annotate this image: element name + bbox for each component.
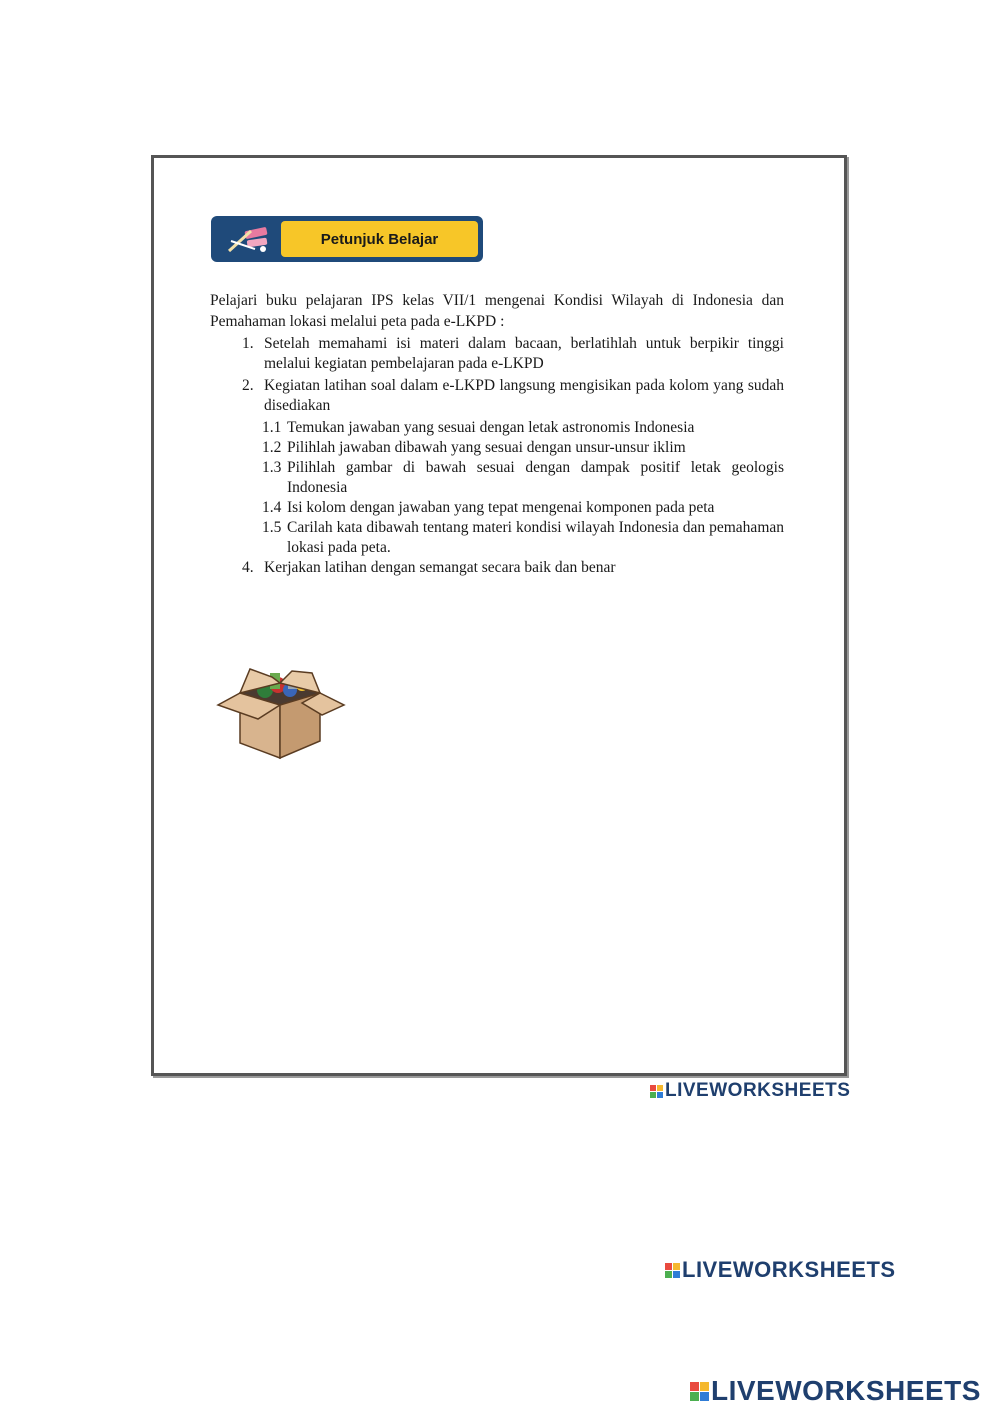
item-number: 4.: [242, 559, 254, 576]
sub-item-number: 1.3: [262, 459, 282, 476]
sub-item-text: Pilihlah gambar di bawah sesuai dengan dampak positif letak geologis Indonesia: [287, 459, 784, 496]
sub-item-text: Temukan jawaban yang sesuai dengan letak astronomis Indonesia: [287, 419, 695, 436]
logo-mark-icon: [690, 1382, 709, 1401]
sub-item-text: Isi kolom dengan jawaban yang tepat mengenai komponen pada peta: [287, 499, 715, 516]
item-number: 2.: [242, 377, 254, 394]
sub-item: [210, 418, 784, 438]
item-number: 1.: [242, 335, 254, 352]
toy-box-illustration: [210, 663, 350, 763]
watermark-logo: [665, 1257, 896, 1283]
watermark-logo: [690, 1375, 981, 1407]
watermark-text: LIVEWORKSHEETS: [665, 1080, 851, 1101]
sub-item-number: 1.2: [262, 439, 282, 456]
logo-mark-icon: [665, 1263, 680, 1278]
worksheet-frame: [151, 155, 847, 1076]
sub-item: [210, 458, 784, 498]
sub-item-number: 1.4: [262, 499, 282, 516]
list-item: [210, 334, 784, 374]
section-banner: [211, 216, 483, 262]
intro-paragraph: Pelajari buku pelajaran IPS kelas VII/1 mengenai Kondisi Wilayah di Indonesia dan Pemahaman lokasi melalui peta pada e-LKPD :: [210, 292, 784, 330]
item-text: Kegiatan latihan soal dalam e-LKPD langsung mengisikan pada kolom yang sudah disediakan: [264, 377, 784, 414]
watermark-text: LIVEWORKSHEETS: [711, 1375, 981, 1406]
list-item: [210, 376, 784, 416]
sub-item: [210, 438, 784, 458]
item-text: Kerjakan latihan dengan semangat secara baik dan benar: [264, 559, 616, 576]
sub-item: [210, 518, 784, 558]
list-item: [210, 558, 784, 578]
sub-item-text: Pilihlah jawaban dibawah yang sesuai dengan unsur-unsur iklim: [287, 439, 686, 456]
logo-mark-icon: [650, 1085, 663, 1098]
watermark-text: LIVEWORKSHEETS: [682, 1257, 896, 1282]
study-tools-icon: [225, 221, 275, 257]
banner-title: Petunjuk Belajar: [281, 221, 478, 257]
watermark-logo: [650, 1080, 850, 1102]
sub-item-number: 1.5: [262, 519, 282, 536]
item-text: Setelah memahami isi materi dalam bacaan, berlatihlah untuk berpikir tinggi melalui kegiatan pembelajaran pada e-LKPD: [264, 335, 784, 372]
sub-item: [210, 498, 784, 518]
sub-item-text: Carilah kata dibawah tentang materi kondisi wilayah Indonesia dan pemahaman lokasi pada peta.: [287, 519, 784, 556]
sub-item-number: 1.1: [262, 419, 282, 436]
instruction-list: [210, 334, 784, 580]
